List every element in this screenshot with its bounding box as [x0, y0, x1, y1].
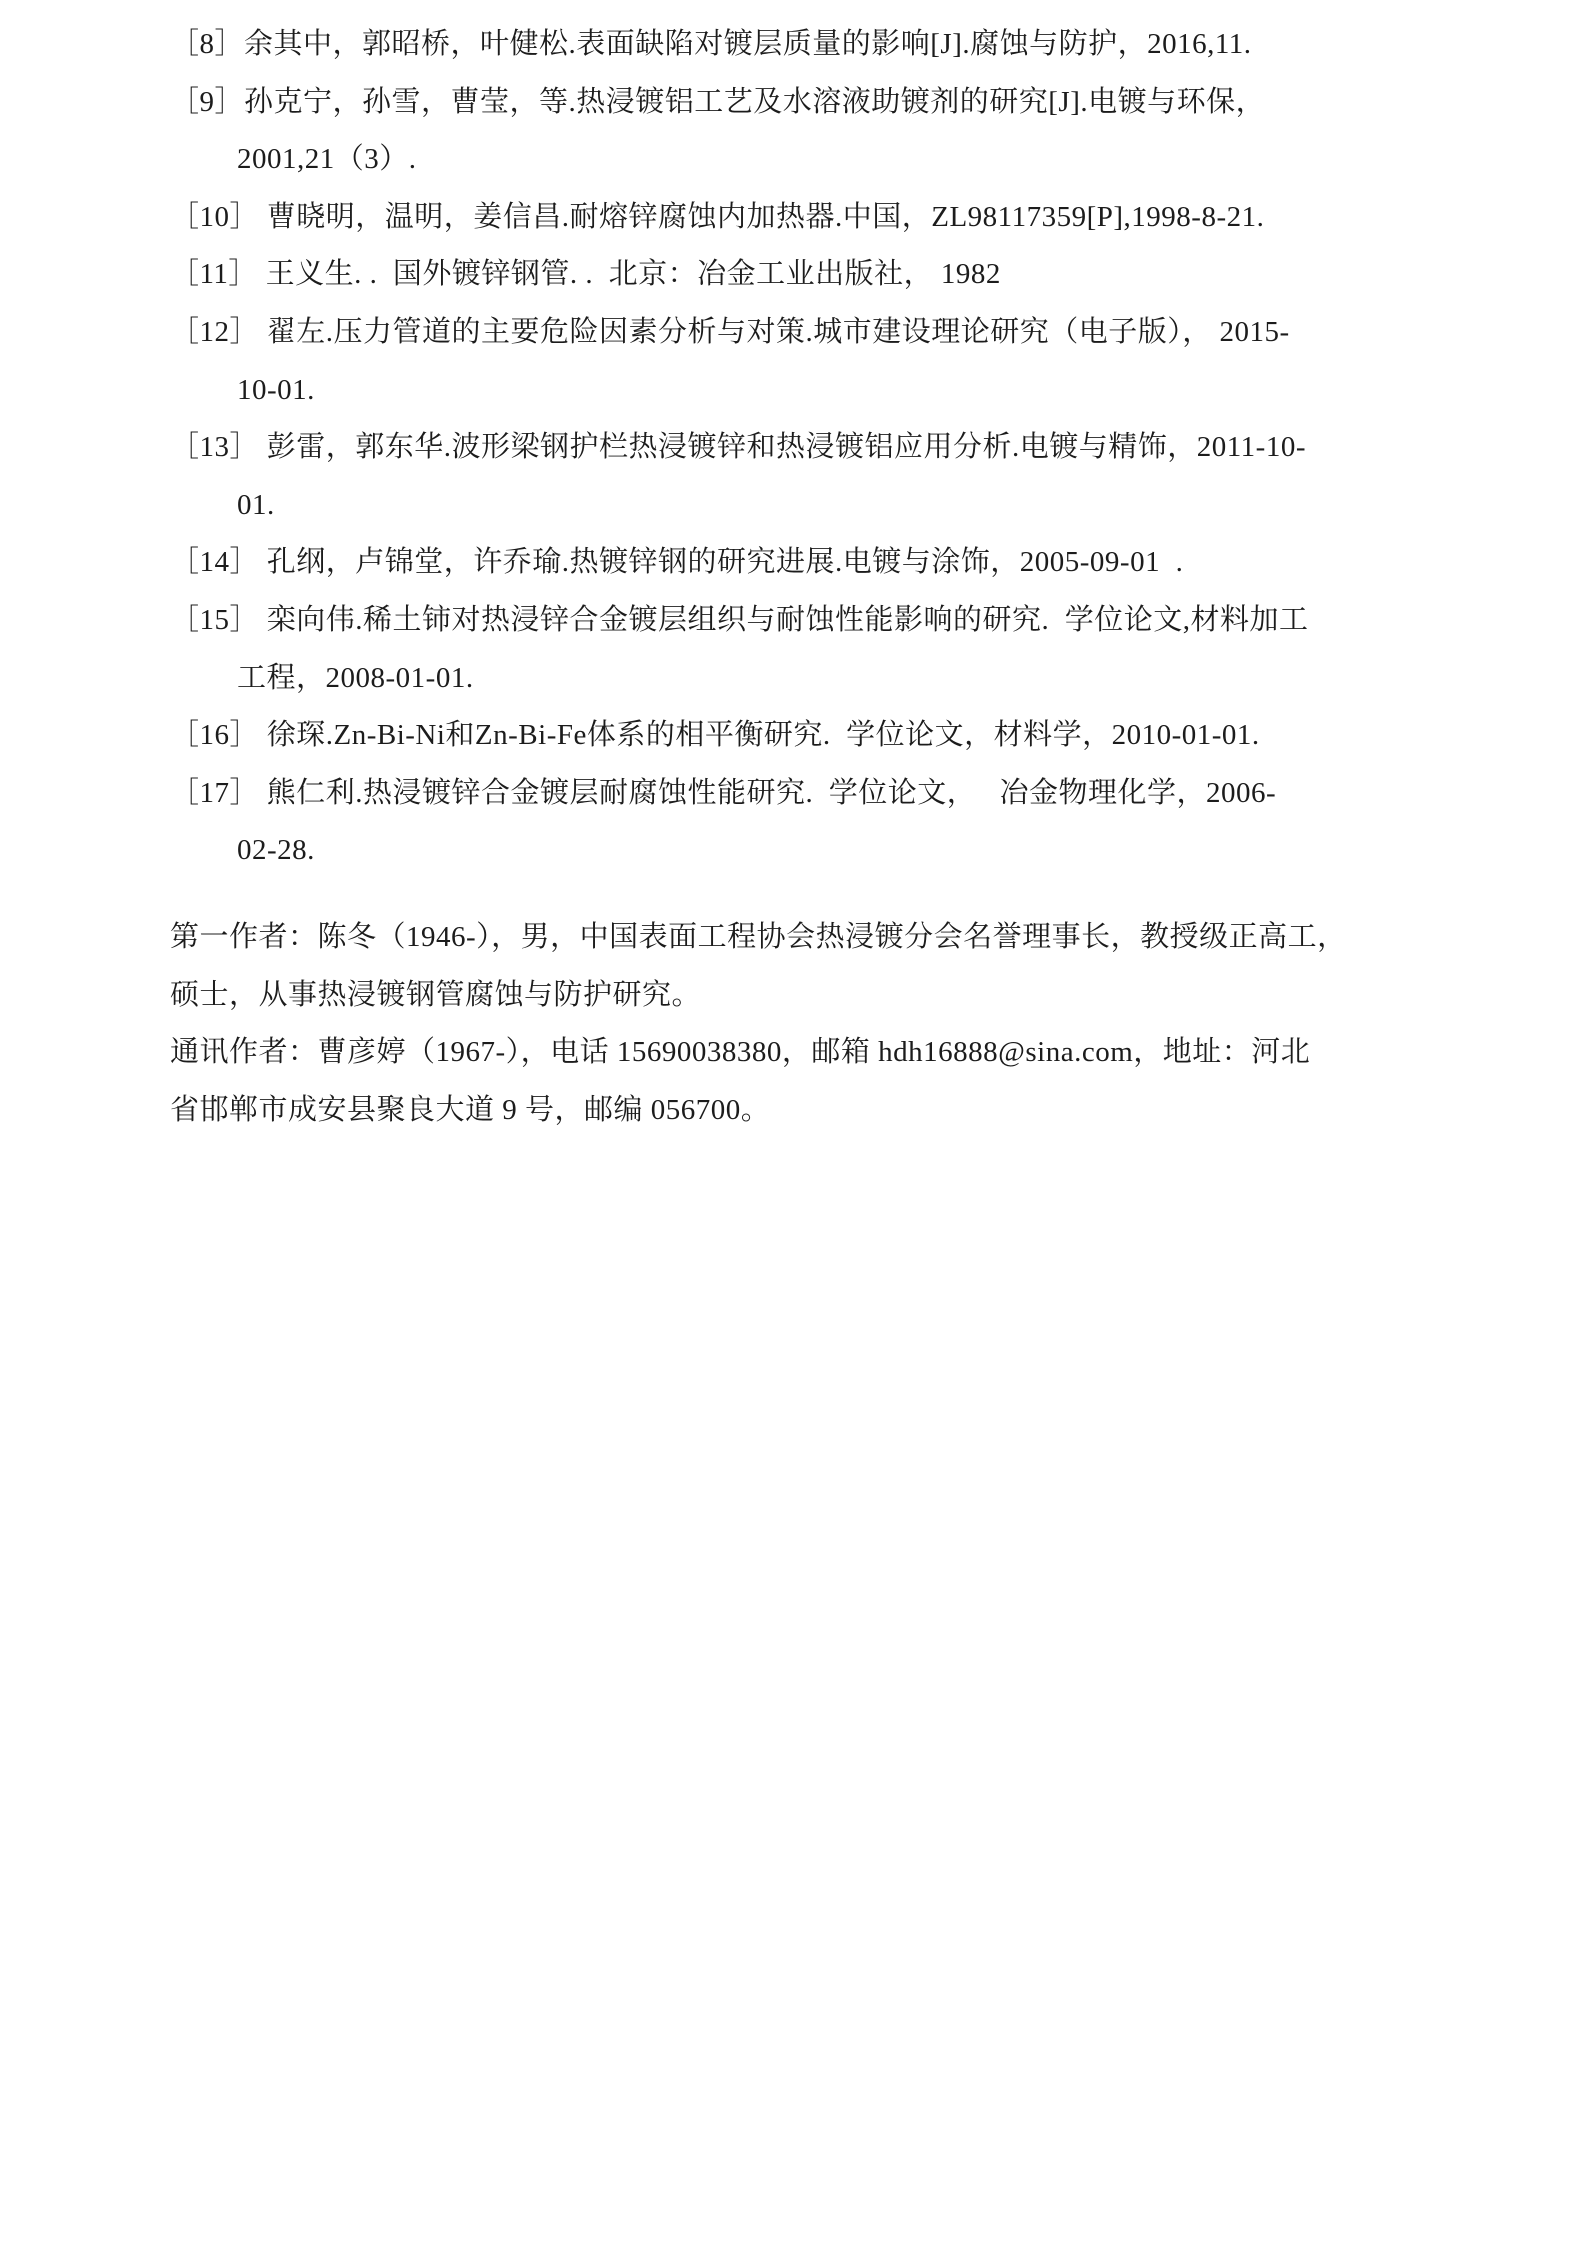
reference-item-10: ［10］ 曹晓明，温明，姜信昌.耐熔锌腐蚀内加热器.中国，ZL98117359[P],1998-8-21.: [170, 200, 1265, 233]
first-author-note-line-1: 第一作者：陈冬（1946-），男，中国表面工程协会热浸镀分会名誉理事长，教授级正高工，: [170, 920, 1347, 953]
reference-item-13: ［13］ 彭雷，郭东华.波形梁钢护栏热浸镀锌和热浸镀铝应用分析.电镀与精饰，2011-10-: [170, 431, 1306, 464]
reference-item-15-continuation: 工程，2008-01-01.: [237, 661, 474, 694]
first-author-note-line-2: 硕士，从事热浸镀钢管腐蚀与防护研究。: [170, 978, 702, 1011]
reference-item-17-continuation: 02-28.: [237, 834, 315, 867]
reference-item-14: ［14］ 孔纲，卢锦堂，许乔瑜.热镀锌钢的研究进展.电镀与涂饰，2005-09-01 .: [170, 546, 1184, 579]
reference-item-11: ［11］ 王义生. . 国外镀锌钢管. . 北京：冶金工业出版社， 1982: [170, 258, 1001, 291]
reference-item-12-continuation: 10-01.: [237, 373, 315, 406]
reference-item-9-continuation: 2001,21（3）.: [237, 143, 417, 176]
reference-item-16: ［16］ 徐琛.Zn-Bi-Ni和Zn-Bi-Fe体系的相平衡研究. 学位论文，材料学，2010-01-01.: [170, 719, 1260, 752]
reference-item-8: ［8］余其中，郭昭桥，叶健松.表面缺陷对镀层质量的影响[J].腐蚀与防护，2016,11.: [170, 28, 1252, 60]
reference-item-12: ［12］ 翟左.压力管道的主要危险因素分析与对策.城市建设理论研究（电子版）， 2015-: [170, 315, 1290, 348]
corresponding-author-note-line-2: 省邯郸市成安县聚良大道 9 号，邮编 056700。: [170, 1093, 771, 1126]
reference-item-13-continuation: 01.: [237, 488, 275, 521]
reference-list: [170, 16, 1427, 880]
reference-item-15: ［15］ 栾向伟.稀土铈对热浸锌合金镀层组织与耐蚀性能影响的研究. 学位论文,材料加工: [170, 603, 1309, 636]
reference-item-17: ［17］ 熊仁利.热浸镀锌合金镀层耐腐蚀性能研究. 学位论文， 冶金物理化学，2006-: [170, 776, 1277, 809]
paragraph-gap: [170, 880, 1427, 909]
reference-item-9: ［9］孙克宁，孙雪，曹莹，等.热浸镀铝工艺及水溶液助镀剂的研究[J].电镀与环保，: [170, 85, 1266, 118]
author-notes: [170, 909, 1427, 1139]
corresponding-author-note-line-1: 通讯作者：曹彦婷（1967-），电话 15690038380，邮箱 hdh16888@sina.com，地址：河北: [170, 1036, 1311, 1069]
